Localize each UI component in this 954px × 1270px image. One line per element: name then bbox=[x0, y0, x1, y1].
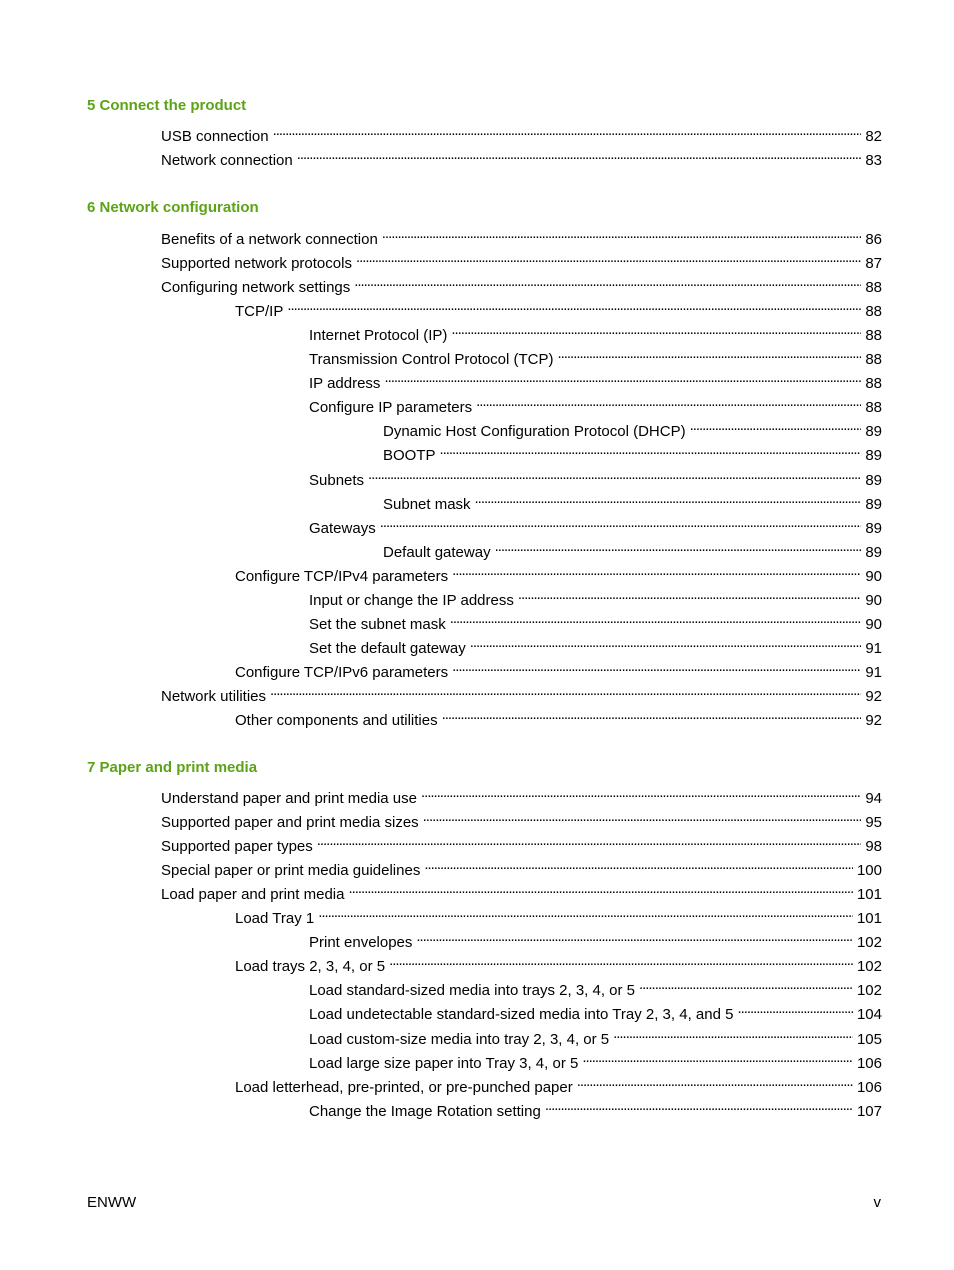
dot-leader bbox=[318, 903, 853, 923]
toc-entry-label: Transmission Control Protocol (TCP) bbox=[309, 351, 554, 368]
toc-entry[interactable] bbox=[235, 951, 882, 975]
toc-entry-page-number: 91 bbox=[865, 664, 882, 681]
dot-leader bbox=[577, 1072, 853, 1092]
toc-entry-page-number: 107 bbox=[856, 1103, 882, 1120]
toc-entry-page-number: 101 bbox=[856, 886, 882, 903]
toc-entry[interactable] bbox=[161, 145, 882, 169]
toc-entry-page-number: 106 bbox=[856, 1079, 882, 1096]
toc-entry-page-number: 102 bbox=[856, 958, 882, 975]
dot-leader bbox=[368, 465, 861, 485]
toc-entry-label: Gateways bbox=[309, 520, 376, 537]
toc-entry-label: Load undetectable standard-sized media into Tray 2, 3, 4, and 5 bbox=[309, 1006, 734, 1023]
toc-entry-label: Configure TCP/IPv4 parameters bbox=[235, 568, 449, 585]
toc-entry[interactable] bbox=[161, 121, 882, 145]
toc-entry[interactable] bbox=[161, 879, 882, 903]
toc-entry-label: Set the subnet mask bbox=[309, 616, 446, 633]
dot-leader bbox=[389, 951, 853, 971]
toc-entry-page-number: 83 bbox=[865, 152, 882, 169]
toc-entry-label: Load large size paper into Tray 3, 4, or 5 bbox=[309, 1055, 579, 1072]
toc-entry-page-number: 102 bbox=[856, 982, 882, 999]
toc-entry[interactable] bbox=[309, 344, 882, 368]
toc-entry[interactable] bbox=[309, 927, 882, 951]
toc-entry-page-number: 98 bbox=[865, 838, 882, 855]
toc-entry-page-number: 90 bbox=[865, 568, 882, 585]
toc-entry[interactable] bbox=[309, 368, 882, 392]
toc-entry-label: BOOTP bbox=[383, 447, 436, 464]
toc-entry-label: Configuring network settings bbox=[161, 279, 351, 296]
toc-entry-page-number: 90 bbox=[865, 592, 882, 609]
toc-entry[interactable] bbox=[161, 831, 882, 855]
toc-entry-label: Benefits of a network connection bbox=[161, 231, 378, 248]
dot-leader bbox=[297, 145, 862, 165]
toc-entry[interactable] bbox=[235, 1072, 882, 1096]
toc-entry-page-number: 90 bbox=[865, 616, 882, 633]
toc-entry[interactable] bbox=[309, 1096, 882, 1120]
toc-entry[interactable] bbox=[383, 489, 882, 513]
toc-entry[interactable] bbox=[309, 999, 882, 1023]
toc-entry-page-number: 89 bbox=[865, 423, 882, 440]
toc-entry-page-number: 88 bbox=[865, 375, 882, 392]
toc-entry-page-number: 106 bbox=[856, 1055, 882, 1072]
toc-entry[interactable] bbox=[161, 224, 882, 248]
dot-leader bbox=[450, 609, 862, 629]
toc-entry[interactable] bbox=[309, 633, 882, 657]
toc-entry-label: Configure TCP/IPv6 parameters bbox=[235, 664, 449, 681]
footer-publication-code: ENWW bbox=[87, 1194, 137, 1211]
dot-leader bbox=[442, 705, 862, 725]
dot-leader bbox=[452, 561, 861, 581]
dot-leader bbox=[421, 783, 861, 803]
toc-entry-page-number: 92 bbox=[865, 712, 882, 729]
toc-entry[interactable] bbox=[235, 296, 882, 320]
toc-entry[interactable] bbox=[235, 903, 882, 927]
toc-entry-page-number: 82 bbox=[865, 128, 882, 145]
dot-leader bbox=[613, 1024, 853, 1044]
toc-entry-label: Load trays 2, 3, 4, or 5 bbox=[235, 958, 386, 975]
toc-entry[interactable] bbox=[161, 855, 882, 879]
dot-leader bbox=[440, 440, 862, 460]
dot-leader bbox=[470, 633, 862, 653]
toc-entry-page-number: 89 bbox=[865, 520, 882, 537]
toc-entry-label: Supported paper types bbox=[161, 838, 313, 855]
toc-entry-page-number: 89 bbox=[865, 496, 882, 513]
toc-entry-page-number: 88 bbox=[865, 327, 882, 344]
toc-entry-page-number: 88 bbox=[865, 303, 882, 320]
toc-entry[interactable] bbox=[309, 609, 882, 633]
toc-entry-label: Load paper and print media bbox=[161, 886, 345, 903]
toc-entry-label: Load custom-size media into tray 2, 3, 4, or 5 bbox=[309, 1031, 610, 1048]
footer-page-number: v bbox=[873, 1194, 881, 1211]
toc-entry-page-number: 91 bbox=[865, 640, 882, 657]
dot-leader bbox=[518, 585, 861, 605]
toc-entry[interactable] bbox=[235, 705, 882, 729]
toc-entry-label: Dynamic Host Configuration Protocol (DHCP) bbox=[383, 423, 686, 440]
toc-entry[interactable] bbox=[235, 657, 882, 681]
toc-entry[interactable] bbox=[161, 807, 882, 831]
toc-entry[interactable] bbox=[161, 248, 882, 272]
toc-entry[interactable] bbox=[309, 392, 882, 416]
toc-entry-label: Understand paper and print media use bbox=[161, 790, 417, 807]
toc-entry-page-number: 89 bbox=[865, 544, 882, 561]
toc-entry[interactable] bbox=[161, 681, 882, 705]
toc-entry-label: TCP/IP bbox=[235, 303, 284, 320]
toc-entry[interactable] bbox=[309, 465, 882, 489]
toc-entry-page-number: 88 bbox=[865, 351, 882, 368]
dot-leader bbox=[273, 121, 862, 141]
dot-leader bbox=[495, 537, 862, 557]
toc-entry-label: Supported paper and print media sizes bbox=[161, 814, 419, 831]
toc-entry-page-number: 105 bbox=[856, 1031, 882, 1048]
dot-leader bbox=[416, 927, 853, 947]
dot-leader bbox=[476, 392, 861, 412]
dot-leader bbox=[384, 368, 861, 388]
dot-leader bbox=[737, 999, 853, 1019]
toc-entry-label: Load Tray 1 bbox=[235, 910, 315, 927]
dot-leader bbox=[382, 224, 862, 244]
toc-entry-label: USB connection bbox=[161, 128, 269, 145]
toc-entry[interactable] bbox=[309, 975, 882, 999]
dot-leader bbox=[380, 513, 862, 533]
dot-leader bbox=[348, 879, 853, 899]
toc-entry[interactable] bbox=[235, 561, 882, 585]
dot-leader bbox=[690, 416, 862, 436]
toc-entry-page-number: 95 bbox=[865, 814, 882, 831]
dot-leader bbox=[639, 975, 853, 995]
section-title[interactable]: 5 Connect the product bbox=[87, 97, 247, 114]
toc-entry-label: Change the Image Rotation setting bbox=[309, 1103, 541, 1120]
toc-entry-page-number: 86 bbox=[865, 231, 882, 248]
toc-entry-page-number: 88 bbox=[865, 279, 882, 296]
toc-entry-label: Default gateway bbox=[383, 544, 491, 561]
toc-entry-label: Input or change the IP address bbox=[309, 592, 514, 609]
dot-leader bbox=[451, 320, 861, 340]
dot-leader bbox=[423, 807, 862, 827]
toc-entry-page-number: 101 bbox=[856, 910, 882, 927]
toc-entry-page-number: 94 bbox=[865, 790, 882, 807]
dot-leader bbox=[317, 831, 862, 851]
toc-entry-page-number: 102 bbox=[856, 934, 882, 951]
dot-leader bbox=[545, 1096, 853, 1116]
toc-entry-label: Network connection bbox=[161, 152, 293, 169]
dot-leader bbox=[558, 344, 862, 364]
toc-entry[interactable] bbox=[309, 1048, 882, 1072]
toc-entry-page-number: 92 bbox=[865, 688, 882, 705]
dot-leader bbox=[270, 681, 861, 701]
toc-entry-label: Subnet mask bbox=[383, 496, 471, 513]
toc-entry-page-number: 89 bbox=[865, 447, 882, 464]
toc-entry-page-number: 88 bbox=[865, 399, 882, 416]
toc-entry[interactable] bbox=[383, 440, 882, 464]
toc-entry[interactable] bbox=[161, 272, 882, 296]
toc-entry-page-number: 87 bbox=[865, 255, 882, 272]
toc-entry-label: Set the default gateway bbox=[309, 640, 466, 657]
toc-entry-label: Subnets bbox=[309, 472, 365, 489]
toc-entry-label: IP address bbox=[309, 375, 381, 392]
dot-leader bbox=[452, 657, 861, 677]
toc-entry-label: Print envelopes bbox=[309, 934, 413, 951]
dot-leader bbox=[582, 1048, 853, 1068]
toc-entry-label: Supported network protocols bbox=[161, 255, 352, 272]
toc-entry-page-number: 104 bbox=[856, 1006, 882, 1023]
toc-entry-label: Load standard-sized media into trays 2, 3, 4, or 5 bbox=[309, 982, 636, 999]
toc-entry-page-number: 100 bbox=[856, 862, 882, 879]
section-title[interactable]: 7 Paper and print media bbox=[87, 759, 258, 776]
section-title[interactable]: 6 Network configuration bbox=[87, 199, 259, 216]
dot-leader bbox=[356, 248, 861, 268]
toc-entry[interactable] bbox=[309, 1024, 882, 1048]
toc-entry[interactable] bbox=[161, 783, 882, 807]
toc-entry[interactable] bbox=[309, 320, 882, 344]
toc-entry[interactable] bbox=[309, 513, 882, 537]
toc-entry-label: Configure IP parameters bbox=[309, 399, 473, 416]
toc-entry-label: Other components and utilities bbox=[235, 712, 438, 729]
dot-leader bbox=[475, 489, 862, 509]
dot-leader bbox=[424, 855, 853, 875]
toc-entry[interactable] bbox=[383, 416, 882, 440]
dot-leader bbox=[354, 272, 861, 292]
dot-leader bbox=[287, 296, 861, 316]
toc-entry-label: Load letterhead, pre-printed, or pre-punched paper bbox=[235, 1079, 573, 1096]
toc-entry-page-number: 89 bbox=[865, 472, 882, 489]
toc-entry[interactable] bbox=[383, 537, 882, 561]
toc-entry-label: Special paper or print media guidelines bbox=[161, 862, 421, 879]
toc-entry-label: Network utilities bbox=[161, 688, 267, 705]
toc-entry-label: Internet Protocol (IP) bbox=[309, 327, 448, 344]
toc-entry[interactable] bbox=[309, 585, 882, 609]
